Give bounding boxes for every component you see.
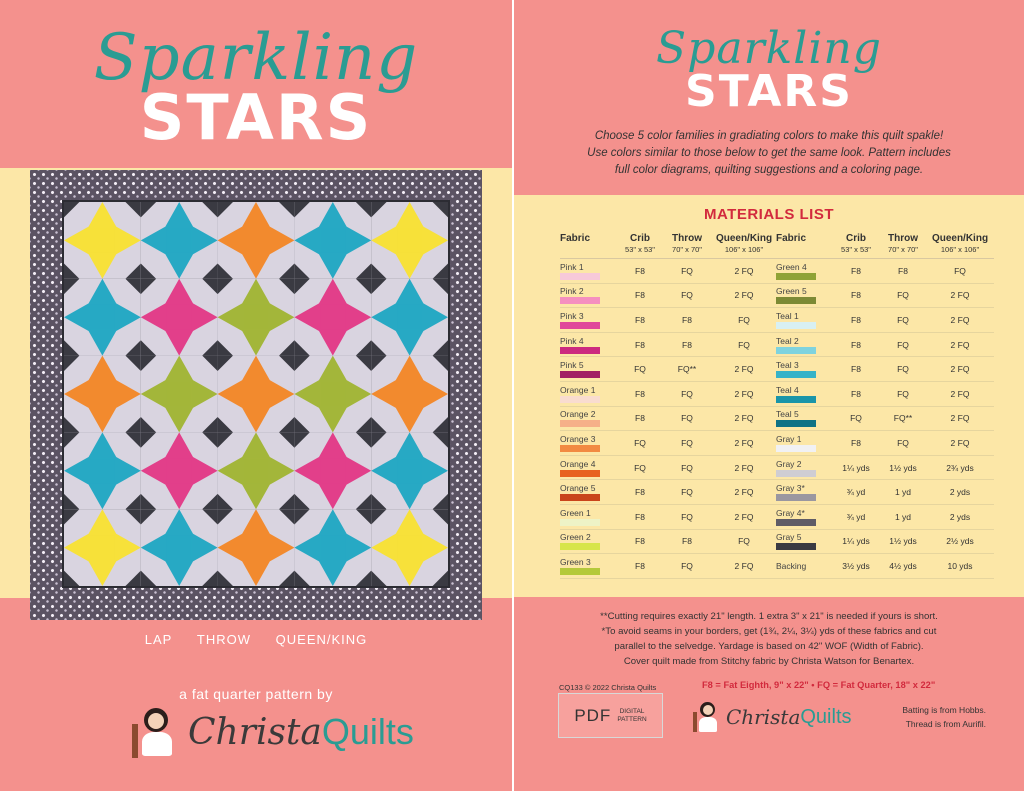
table-row	[776, 407, 994, 432]
yardage-throw: FQ	[897, 314, 909, 325]
intro-line-2: Use colors similar to those below to get the same look. Pattern includes	[587, 147, 951, 159]
materials-table-left	[560, 233, 778, 579]
yardage-throw: F8	[682, 339, 692, 350]
fabric-swatch	[776, 273, 816, 280]
yardage-crib: F8	[851, 437, 861, 448]
pdf-digital-pattern-badge	[558, 693, 663, 738]
yardage-queen: 2 FQ	[734, 290, 754, 301]
yardage-throw: FQ	[681, 487, 693, 498]
table-row	[560, 308, 778, 333]
fabric-swatch	[776, 371, 816, 378]
note-line-3: parallel to the selvedge. Yardage is based on 42" WOF (Width of Fabric).	[614, 641, 924, 652]
yardage-throw: FQ	[897, 437, 909, 448]
yardage-queen: 2 FQ	[950, 290, 970, 301]
yardage-queen: FQ	[738, 314, 750, 325]
fabric-name: Pink 4	[560, 336, 616, 354]
fabric-swatch	[776, 420, 816, 427]
fabric-name: Gray 5	[776, 532, 832, 550]
fabric-swatch	[776, 494, 816, 501]
yardage-crib: F8	[635, 487, 645, 498]
fabric-name: Gray 2	[776, 459, 832, 477]
fabric-name: Teal 3	[776, 360, 832, 378]
table-row	[776, 284, 994, 309]
yardage-queen: 2 FQ	[734, 265, 754, 276]
fabric-name: Orange 4	[560, 459, 616, 477]
cover-tagline: a fat quarter pattern by	[179, 686, 333, 702]
yardage-crib: ¾ yd	[846, 487, 866, 498]
fabric-swatch	[560, 519, 600, 526]
cover-title-script: Sparkling	[93, 21, 419, 95]
yardage-queen: 2 FQ	[950, 388, 970, 399]
yardage-queen: 2 FQ	[734, 364, 754, 375]
fabric-name: Green 4	[776, 262, 832, 280]
table-header	[560, 233, 778, 259]
fabric-swatch	[560, 568, 600, 575]
table-row	[560, 505, 778, 530]
yardage-throw: FQ**	[893, 413, 913, 424]
header-crib: Crib 53" x 53"	[625, 233, 655, 254]
table-row	[560, 382, 778, 407]
yardage-throw: 4½ yds	[889, 560, 917, 571]
yardage-queen: 2 FQ	[950, 364, 970, 375]
fabric-name: Pink 3	[560, 311, 616, 329]
cover-brand-logo	[130, 704, 414, 760]
back-title-main: STARS	[685, 66, 853, 117]
fabric-name: Backing	[776, 560, 807, 571]
yardage-throw: FQ	[897, 290, 909, 301]
yardage-throw: FQ	[681, 560, 693, 571]
yardage-crib: F8	[635, 511, 645, 522]
yardage-throw: FQ	[681, 413, 693, 424]
table-row	[776, 530, 994, 555]
table-row	[776, 480, 994, 505]
yardage-queen: 2 FQ	[950, 314, 970, 325]
yardage-queen: 2 FQ	[734, 388, 754, 399]
cutting-notes	[534, 609, 1004, 669]
header-crib: Crib 53" x 53"	[841, 233, 871, 254]
table-row	[776, 308, 994, 333]
thread-credit: Thread is from Aurifil.	[905, 719, 986, 729]
fabric-name: Green 1	[560, 508, 616, 526]
fabric-name: Teal 2	[776, 336, 832, 354]
fabric-name: Orange 1	[560, 385, 616, 403]
header-queen: Queen/King 106" x 106"	[715, 233, 773, 254]
yardage-throw: FQ	[681, 437, 693, 448]
yardage-throw: FQ	[681, 290, 693, 301]
yardage-throw: FQ	[681, 388, 693, 399]
fabric-name: Teal 4	[776, 385, 832, 403]
fabric-name: Teal 1	[776, 311, 832, 329]
header-throw: Throw 70" x 70"	[672, 233, 702, 254]
header-throw: Throw 70" x 70"	[888, 233, 918, 254]
yardage-crib: F8	[635, 265, 645, 276]
intro-line-1: Choose 5 color families in gradiating colors to make this quilt spakle!	[594, 130, 944, 142]
fabric-swatch	[776, 396, 816, 403]
intro-text	[554, 128, 984, 179]
yardage-queen: FQ	[738, 536, 750, 547]
size-queen-king: QUEEN/KING	[275, 632, 368, 647]
yardage-crib: F8	[851, 314, 861, 325]
yardage-queen: 2½ yds	[946, 536, 974, 547]
size-lap: LAP	[144, 632, 173, 647]
fabric-swatch	[560, 543, 600, 550]
supplier-credits	[868, 703, 986, 731]
quilt-pattern	[64, 202, 448, 586]
table-row	[560, 407, 778, 432]
fabric-name: Pink 2	[560, 286, 616, 304]
fabric-name: Pink 5	[560, 360, 616, 378]
fabric-name: Green 2	[560, 532, 616, 550]
size-options	[0, 632, 512, 647]
table-row	[776, 431, 994, 456]
yardage-throw: FQ	[681, 265, 693, 276]
cover-brand-christa: Christa	[188, 711, 322, 753]
materials-list-title: MATERIALS LIST	[703, 206, 835, 223]
yardage-throw: FQ	[897, 364, 909, 375]
fabric-swatch	[560, 470, 600, 477]
back-brand-logo	[692, 700, 852, 734]
fabric-name: Green 3	[560, 557, 616, 575]
intro-line-3: full color diagrams, quilting suggestions and a coloring page.	[614, 164, 924, 176]
yardage-throw: FQ**	[677, 364, 697, 375]
back-title-script: Sparkling	[656, 23, 882, 74]
table-header	[776, 233, 994, 259]
table-row	[776, 382, 994, 407]
yardage-crib: F8	[635, 290, 645, 301]
yardage-throw: 1½ yds	[889, 536, 917, 547]
christa-avatar-icon	[130, 704, 180, 760]
fabric-name: Gray 4*	[776, 508, 832, 526]
table-row	[560, 284, 778, 309]
table-row	[776, 505, 994, 530]
table-row	[560, 554, 778, 579]
yardage-queen: 2 yds	[949, 487, 971, 498]
table-row	[560, 530, 778, 555]
yardage-throw: F8	[682, 314, 692, 325]
table-row	[776, 554, 994, 579]
yardage-queen: 2 FQ	[734, 462, 754, 473]
yardage-throw: F8	[898, 265, 908, 276]
fabric-name: Gray 1	[776, 434, 832, 452]
table-row	[776, 333, 994, 358]
fabric-swatch	[560, 347, 600, 354]
fabric-swatch	[560, 371, 600, 378]
table-row	[560, 480, 778, 505]
yardage-crib: F8	[635, 314, 645, 325]
yardage-queen: 10 yds	[947, 560, 973, 571]
quilt-image	[30, 170, 482, 620]
pdf-label: PDF	[574, 705, 612, 725]
yardage-throw: FQ	[681, 511, 693, 522]
copyright-text: CQ133 © 2022 Christa Quilts	[559, 683, 657, 692]
batting-credit: Batting is from Hobbs.	[902, 705, 986, 715]
fabric-name: Teal 5	[776, 409, 832, 427]
yardage-queen: 2 FQ	[950, 413, 970, 424]
fabric-name: Pink 1	[560, 262, 616, 280]
table-row	[560, 357, 778, 382]
yardage-crib: F8	[851, 265, 861, 276]
fabric-swatch	[776, 445, 816, 452]
yardage-queen: 2 FQ	[950, 339, 970, 350]
fabric-swatch	[776, 519, 816, 526]
yardage-throw: F8	[682, 536, 692, 547]
fabric-swatch	[776, 297, 816, 304]
fabric-swatch	[560, 420, 600, 427]
table-row	[560, 333, 778, 358]
yardage-crib: F8	[851, 290, 861, 301]
yardage-crib: F8	[635, 560, 645, 571]
yardage-queen: 2 FQ	[734, 413, 754, 424]
fabric-name: Orange 2	[560, 409, 616, 427]
table-row	[560, 456, 778, 481]
note-line-2: *To avoid seams in your borders, get (1¾, 2¼, 3¼) yds of these fabrics and cut	[601, 626, 937, 637]
yardage-queen: 2¾ yds	[946, 462, 974, 473]
fabric-name: Orange 3	[560, 434, 616, 452]
yardage-queen: 2 FQ	[734, 560, 754, 571]
yardage-throw: 1½ yds	[889, 462, 917, 473]
back-panel	[514, 0, 1024, 791]
yardage-throw: FQ	[681, 462, 693, 473]
yardage-throw: FQ	[897, 388, 909, 399]
yardage-crib: F8	[635, 536, 645, 547]
yardage-crib: F8	[851, 364, 861, 375]
fabric-swatch	[776, 543, 816, 550]
yardage-crib: 1¼ yds	[842, 462, 870, 473]
table-row	[776, 357, 994, 382]
yardage-queen: FQ	[738, 339, 750, 350]
fabric-name: Green 5	[776, 286, 832, 304]
christa-avatar-icon	[692, 700, 722, 734]
size-throw: THROW	[196, 632, 252, 647]
yardage-crib: F8	[635, 339, 645, 350]
fabric-name: Gray 3*	[776, 483, 832, 501]
yardage-queen: 2 FQ	[950, 437, 970, 448]
note-line-4: Cover quilt made from Stitchy fabric by Christa Watson for Benartex.	[623, 656, 915, 667]
table-row	[560, 431, 778, 456]
fabric-swatch	[776, 470, 816, 477]
fabric-swatch	[776, 322, 816, 329]
table-row	[776, 259, 994, 284]
fabric-swatch	[776, 347, 816, 354]
yardage-crib: F8	[851, 388, 861, 399]
yardage-crib: FQ	[850, 413, 862, 424]
fabric-name: Orange 5	[560, 483, 616, 501]
yardage-crib: ¾ yd	[846, 511, 866, 522]
cover-brand-quilts: Quilts	[321, 711, 414, 752]
yardage-crib: FQ	[634, 462, 646, 473]
table-row	[560, 259, 778, 284]
yardage-queen: 2 yds	[949, 511, 971, 522]
abbreviation-note: F8 = Fat Eighth, 9" x 22" • FQ = Fat Quarter, 18" x 22"	[702, 680, 936, 690]
yardage-throw: 1 yd	[894, 487, 912, 498]
yardage-crib: FQ	[634, 437, 646, 448]
quilt-center	[62, 200, 450, 588]
header-fabric: Fabric	[776, 233, 807, 244]
fabric-swatch	[560, 396, 600, 403]
back-brand-christa: Christa	[726, 705, 801, 729]
header-fabric: Fabric	[560, 233, 591, 244]
yardage-crib: 1¼ yds	[842, 536, 870, 547]
yardage-crib: F8	[635, 388, 645, 399]
fabric-swatch	[560, 273, 600, 280]
yardage-queen: FQ	[954, 265, 966, 276]
back-brand-quilts: Quilts	[800, 705, 852, 728]
yardage-crib: F8	[851, 339, 861, 350]
table-row	[776, 456, 994, 481]
pdf-sub-label: DIGITAL PATTERN	[617, 707, 647, 723]
fabric-swatch	[560, 322, 600, 329]
fabric-swatch	[560, 297, 600, 304]
yardage-throw: FQ	[897, 339, 909, 350]
yardage-queen: 2 FQ	[734, 487, 754, 498]
fabric-swatch	[560, 494, 600, 501]
note-line-1: **Cutting requires exactly 21" length. 1 extra 3" x 21" is needed if yours is short.	[600, 611, 938, 622]
yardage-crib: F8	[635, 413, 645, 424]
header-queen: Queen/King 106" x 106"	[931, 233, 989, 254]
yardage-crib: 3½ yds	[842, 560, 870, 571]
yardage-queen: 2 FQ	[734, 511, 754, 522]
yardage-queen: 2 FQ	[734, 437, 754, 448]
fabric-swatch	[560, 445, 600, 452]
yardage-throw: 1 yd	[894, 511, 912, 522]
cover-title-main: STARS	[139, 81, 373, 154]
yardage-crib: FQ	[634, 364, 646, 375]
materials-table-right	[776, 233, 994, 579]
